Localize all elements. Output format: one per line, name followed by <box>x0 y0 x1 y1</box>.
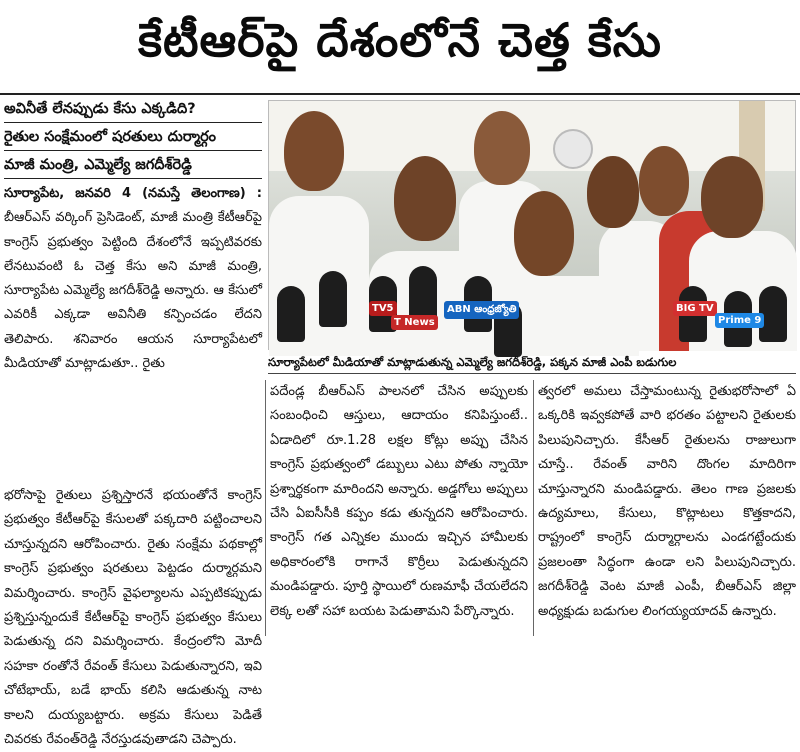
subhead-1: అవినీతే లేనప్పుడు కేసు ఎక్కడిది? <box>4 98 262 123</box>
mic-label-tv5: TV5 <box>369 301 397 316</box>
microphone <box>409 266 437 322</box>
photo-caption: సూర్యాపేటలో మీడియాతో మాట్లాడుతున్న ఎమ్మెల్యే జగదీశ్‌రెడ్డి, పక్కన మాజీ ఎంపీ బడుగుల <box>268 351 796 374</box>
person-head <box>284 111 344 191</box>
person-head <box>514 191 574 276</box>
article-column-3: త్వరలో అమలు చేస్తామంటున్న రైతుభరోసాలో ఏ ఒక్కరికి ఇవ్వకపోతే వారి భరతం పట్టాలని రైతులకు పిలుపునిచ్చారు. కేసీఆర్ రైతులను రాజులుగా చూస్తే.. రేవంత్ వారిని దొంగల మాదిరిగా చూస్తున్నారని మండిపడ్డారు. తెలం గాణ ప్రజలకు ఉద్యమాలు, కేసులు, కొట్లాటలు కొత్తకాదని, రాష్ట్రంలో కాంగ్రెస్ దుర్మార్గాలను ఎండగట్టేందుకు ప్రజలంతా సిద్ధంగా ఉండా లని పిలుపునిచ్చారు. జగదీశ్‌రెడ్డి వెంట మాజీ ఎంపీ, బీఆర్‌ఎస్ జిల్లా అధ్యక్షుడు బడుగుల లింగయ్యయాదవ్ ఉన్నారు. <box>538 384 796 619</box>
article-paragraph-1: బీఆర్‌ఎస్ వర్కింగ్ ప్రెసిడెంట్, మాజీ మంత్రి కేటీఆర్‌పై కాంగ్రెస్ ప్రభుత్వం పెట్టింది దేశంలోనే ఇప్పటివరకు లేనటువంటి ఓ చెత్త కేసు అని మాజీ మంత్రి, సూర్యాపేట ఎమ్మెల్యే జగదీశ్‌రెడ్డి అన్నారు. ఆ కేసులో ఎవరికీ ఎక్కడా అవినీతి కన్పించడం లేదని తెలిపారు. శనివారం ఆయన సూర్యాపేటలో మీడియాతో మాట్లాడుతూ.. రైతు <box>4 210 262 372</box>
article-column-2: పదేండ్ల బీఆర్‌ఎస్ పాలనలో చేసిన అప్పులకు సంబంధించి ఆస్తులు, ఆదాయం కనిపిస్తుంటే.. ఏడాదిలో రూ.1.28 లక్షల కోట్లు అప్పు చేసిన కాంగ్రెస్ ప్రభుత్వంలో డబ్బులు ఎటు పోతు న్నాయో ప్రశ్నార్థకంగా మారిందని అన్నారు. అడ్డగోలు అప్పులు చేసి ఏఐసీసీకి కప్పం కడు తున్నదని ఆరోపించారు. కాంగ్రెస్ గత ఎన్నికల ముందు ఇచ్చిన హామీలకు అధికారంలోకి రాగానే కొర్రీలు పెడుతున్నదని మండిపడ్డారు. పూర్తి స్థాయిలో రుణమాఫీ చేయలేదని లెక్క లతో సహా బయట పెడుతామని పేర్కొన్నారు. <box>270 384 528 619</box>
headline-rule <box>0 93 800 95</box>
microphone <box>277 286 305 342</box>
article-left-column <box>4 98 262 484</box>
ceiling-fan-graphic <box>553 129 593 169</box>
person-head <box>587 156 639 228</box>
mic-label-tnews: T News <box>391 315 438 330</box>
microphone <box>319 271 347 327</box>
person-head <box>639 146 689 216</box>
mic-label-prime9: Prime 9 <box>715 313 764 328</box>
headline: కేటీఆర్‌పై దేశంలోనే చెత్త కేసు <box>138 13 662 67</box>
mic-label-bigtv: BIG TV <box>673 301 717 316</box>
dateline: సూర్యాపేట, జనవరి 4 (నమస్తే తెలంగాణ) : <box>4 186 262 201</box>
subhead-3: మాజీ మంత్రి, ఎమ్మెల్యే జగదీశ్‌రెడ్డి <box>4 154 262 179</box>
subhead-2: రైతుల సంక్షేమంలో షరతులు దుర్మార్గం <box>4 126 262 151</box>
article-column-1-continued: భరోసాపై రైతులు ప్రశ్నిస్తారనే భయంతోనే కాంగ్రెస్ ప్రభుత్వం కేటీఆర్‌పై కేసులతో పక్కదారి పట్టించాలని చూస్తున్నదని ఆరోపించారు. రైతు సంక్షేమ పథకాల్లో కాంగ్రెస్ ప్రభుత్వం షరతులు పెట్టడం దుర్మార్గమని విమర్శించారు. కాంగ్రెస్ వైఫల్యాలను ఎప్పటికప్పుడు ప్రశ్నిస్తున్నందుకే కేటీఆర్‌పై కాంగ్రెస్ ప్రభుత్వం కేసులు పెడుతున్న దని విమర్శించారు. కేంద్రంలోని మోదీ సహకా రంతోనే రేవంత్ కేసులు పెడుతున్నారని, ఇవి చోటేభాయ్, బడే భాయ్ కలిసి ఆడుతున్న నాట కాలని దుయ్యబట్టారు. అక్రమ కేసులు పెడితే చివరకు రేవంత్‌రెడ్డి నేరస్తుడవుతాడని చెప్పారు. <box>4 488 262 748</box>
mic-label-abn: ABN ఆంధ్రజ్యోతి <box>444 301 519 319</box>
article-lead <box>4 182 262 376</box>
person-head <box>394 156 456 241</box>
news-photo <box>268 100 796 350</box>
column-divider <box>533 380 534 636</box>
person-head <box>474 111 530 185</box>
column-divider <box>265 380 266 636</box>
person-head <box>701 156 763 238</box>
